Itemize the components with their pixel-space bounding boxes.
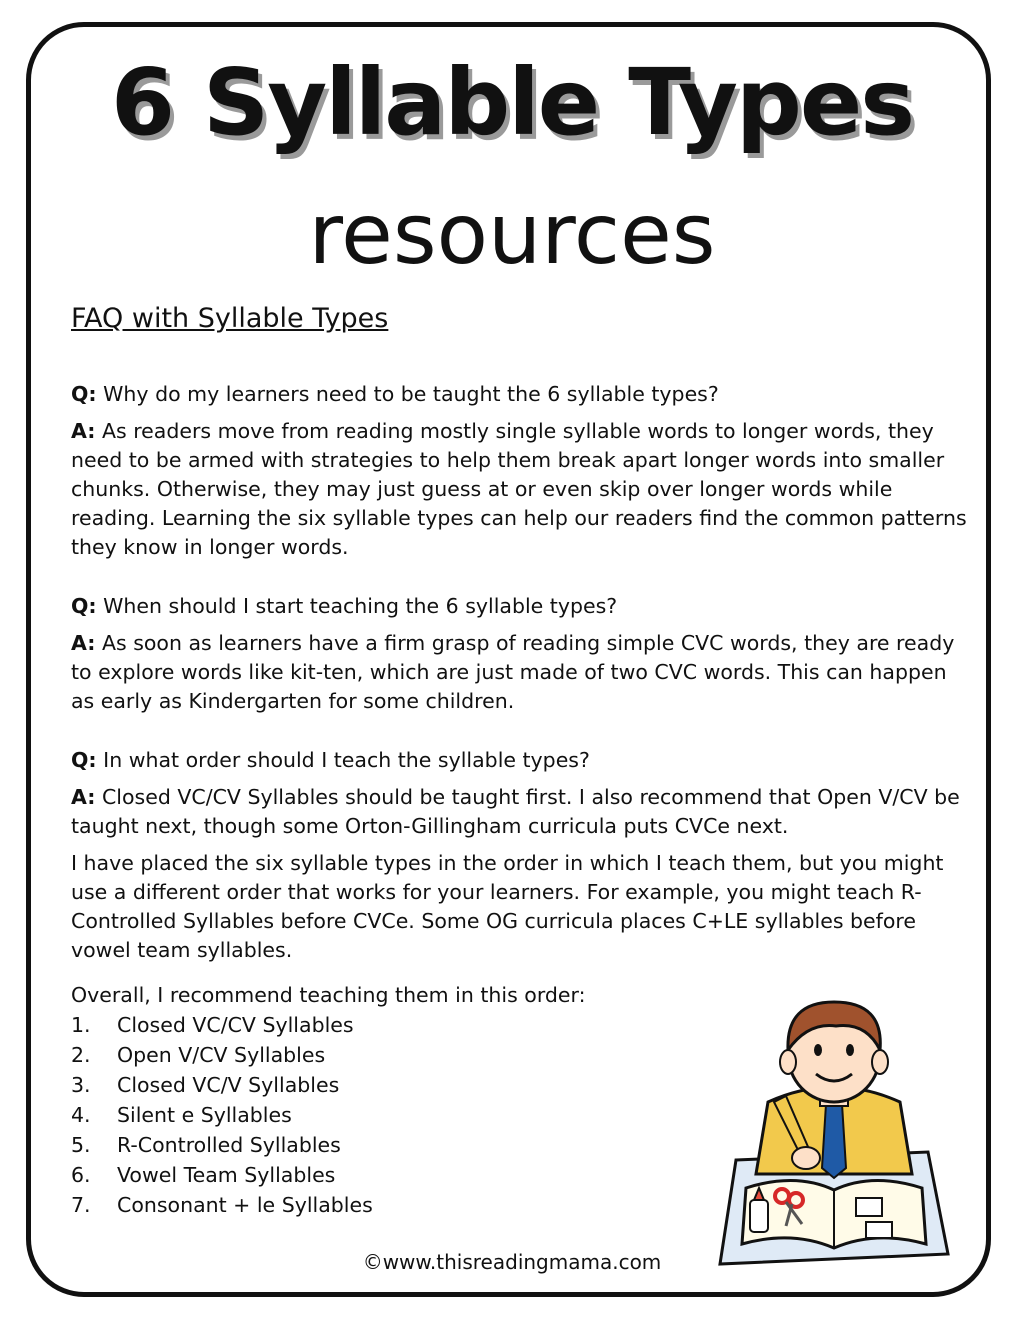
faq-answer: A: As readers move from reading mostly single syllable words to longer words, they need to be armed with strategies to help them break apart longer words into smaller chunks. Otherwise, they may just guess at or even skip over longer words while reading. Learning the six syllable types can help our readers find the common patterns they know in longer words.	[71, 419, 967, 559]
boy-writing-illustration	[716, 992, 952, 1272]
faq-question: Q: When should I start teaching the 6 syllable types?	[71, 594, 618, 618]
faq-heading: FAQ with Syllable Types	[71, 303, 389, 334]
faq-answer: A: As soon as learners have a firm grasp of reading simple CVC words, they are ready to explore words like kit-ten, which are just made of two CVC words. This can happen as early as Kindergarten for some children.	[71, 631, 955, 713]
faq-question: Q: Why do my learners need to be taught the 6 syllable types?	[71, 382, 719, 406]
list-item: 4. Silent e Syllables	[71, 1103, 292, 1127]
list-item: 3. Closed VC/V Syllables	[71, 1073, 340, 1097]
list-item: 6. Vowel Team Syllables	[71, 1163, 336, 1187]
list-item: 2. Open V/CV Syllables	[71, 1043, 326, 1067]
order-explanation: I have placed the six syllable types in the order in which I teach them, but you might use a different order that works for your learners. For example, you might teach R-Controlled Syllables before CVCe. Some OG curricula places C+LE syllables before vowel team syllables.	[71, 851, 944, 962]
copyright-footer: ©www.thisreadingmama.com	[362, 1250, 662, 1274]
list-item: 1. Closed VC/CV Syllables	[71, 1013, 354, 1037]
order-intro: Overall, I recommend teaching them in this order:	[71, 983, 586, 1007]
list-item: 7. Consonant + le Syllables	[71, 1193, 373, 1217]
page-subtitle: resources	[308, 185, 716, 283]
faq-question: Q: In what order should I teach the syllable types?	[71, 748, 590, 772]
page-title: 6 Syllable Types	[110, 49, 914, 156]
faq-answer: A: Closed VC/CV Syllables should be taught first. I also recommend that Open V/CV be taught next, though some Orton-Gillingham curricula puts CVCe next.	[71, 785, 960, 838]
list-item: 5. R-Controlled Syllables	[71, 1133, 341, 1157]
